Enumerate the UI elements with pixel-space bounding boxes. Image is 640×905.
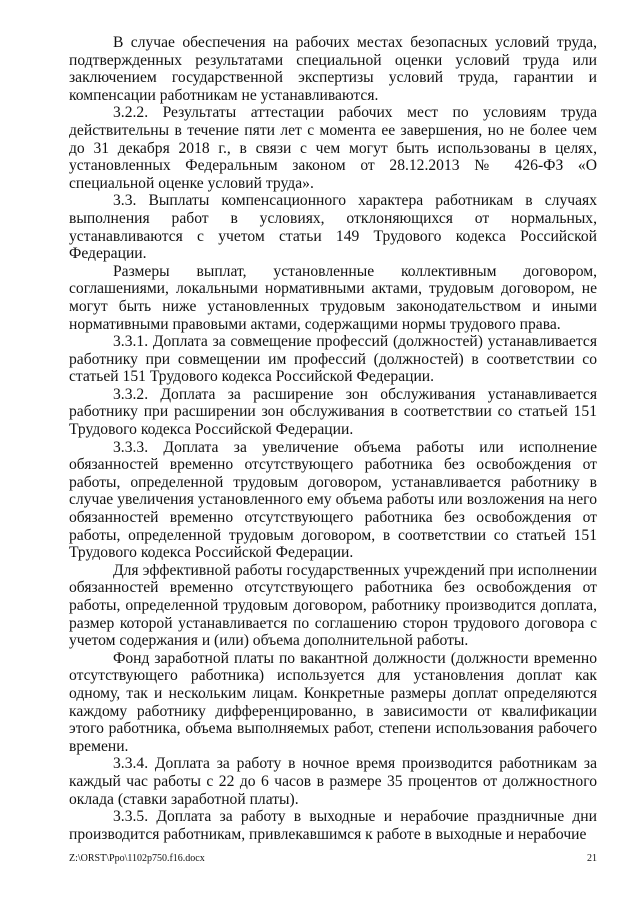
paragraph: 3.2.2. Результаты аттестации рабочих мест по условиям труда действительны в течение пяти лет с момента ее завершения, но не более чем до 31 декабря 2018 г., в связи с чем могут быть использованы в целях, установленных Федеральным законом от 28.12.2013 № 426-ФЗ «О специальной оценке условий труда». xyxy=(69,104,597,192)
paragraph: В случае обеспечения на рабочих местах безопасных условий труда, подтвержденных результатами специальной оценки условий труда или заключением государственной экспертизы условий труда, гарантии и компенсации работникам не устанавливаются. xyxy=(69,34,597,104)
paragraph: 3.3.1. Доплата за совмещение профессий (должностей) устанавливается работнику при совмещении им профессий (должностей) в соответствии со статьей 151 Трудового кодекса Российской Федерации. xyxy=(69,333,597,386)
paragraph: 3.3.5. Доплата за работу в выходные и нерабочие праздничные дни производится работникам, привлекавшимся к работе в выходные и нерабочие xyxy=(69,808,597,843)
paragraph: Размеры выплат, установленные коллективным договором, соглашениями, локальными нормативными актами, трудовым договором, не могут быть ниже установленных трудовым законодательством и иными нормативными правовыми актами, содержащими нормы трудового права. xyxy=(69,262,597,333)
paragraph: 3.3.4. Доплата за работу в ночное время производится работникам за каждый час работы с 22 до 6 часов в размере 35 процентов от должностного оклада (ставки заработной платы). xyxy=(69,755,597,808)
paragraph: 3.3.2. Доплата за расширение зон обслуживания устанавливается работнику при расширении зон обслуживания в соответствии со статьей 151 Трудового кодекса Российской Федерации. xyxy=(69,385,597,439)
footer-file-path: Z:\ORST\Ppo\1102p750.f16.docx xyxy=(69,853,205,864)
paragraph: 3.3.3. Доплата за увеличение объема работы или исполнение обязанностей временно отсутствующего работника без освобождения от работы, определенной трудовым договором, устанавливается работнику в случае увеличения установленного ему объема работы или возложения на него обязанностей временно отсутствующего работника без освобождения от работы, определенной трудовым договором, в соответствии со статьей 151 Трудового кодекса Российской Федерации. xyxy=(69,438,597,562)
paragraph: 3.3. Выплаты компенсационного характера работникам в случаях выполнения работ в условиях, отклоняющихся от нормальных, устанавливаются с учетом статьи 149 Трудового кодекса Российской Федерации. xyxy=(69,192,597,263)
page-number: 21 xyxy=(587,853,597,864)
paragraph: Для эффективной работы государственных учреждений при исполнении обязанностей временно отсутствующего работника без освобождения от работы, определенной трудовым договором, работнику производится доплата, размер которой устанавливается по соглашению сторон трудового договора с учетом содержания и (или) объема дополнительной работы. xyxy=(69,561,597,650)
paragraph: Фонд заработной платы по вакантной должности (должности временно отсутствующего работника) используется для установления доплат как одному, так и нескольким лицам. Конкретные размеры доплат определяются каждому работнику дифференцированно, в зависимости от квалификации этого работника, объема выполняемых работ, степени использования рабочего времени. xyxy=(69,649,597,755)
page-body xyxy=(69,34,597,843)
page-footer xyxy=(69,853,597,865)
